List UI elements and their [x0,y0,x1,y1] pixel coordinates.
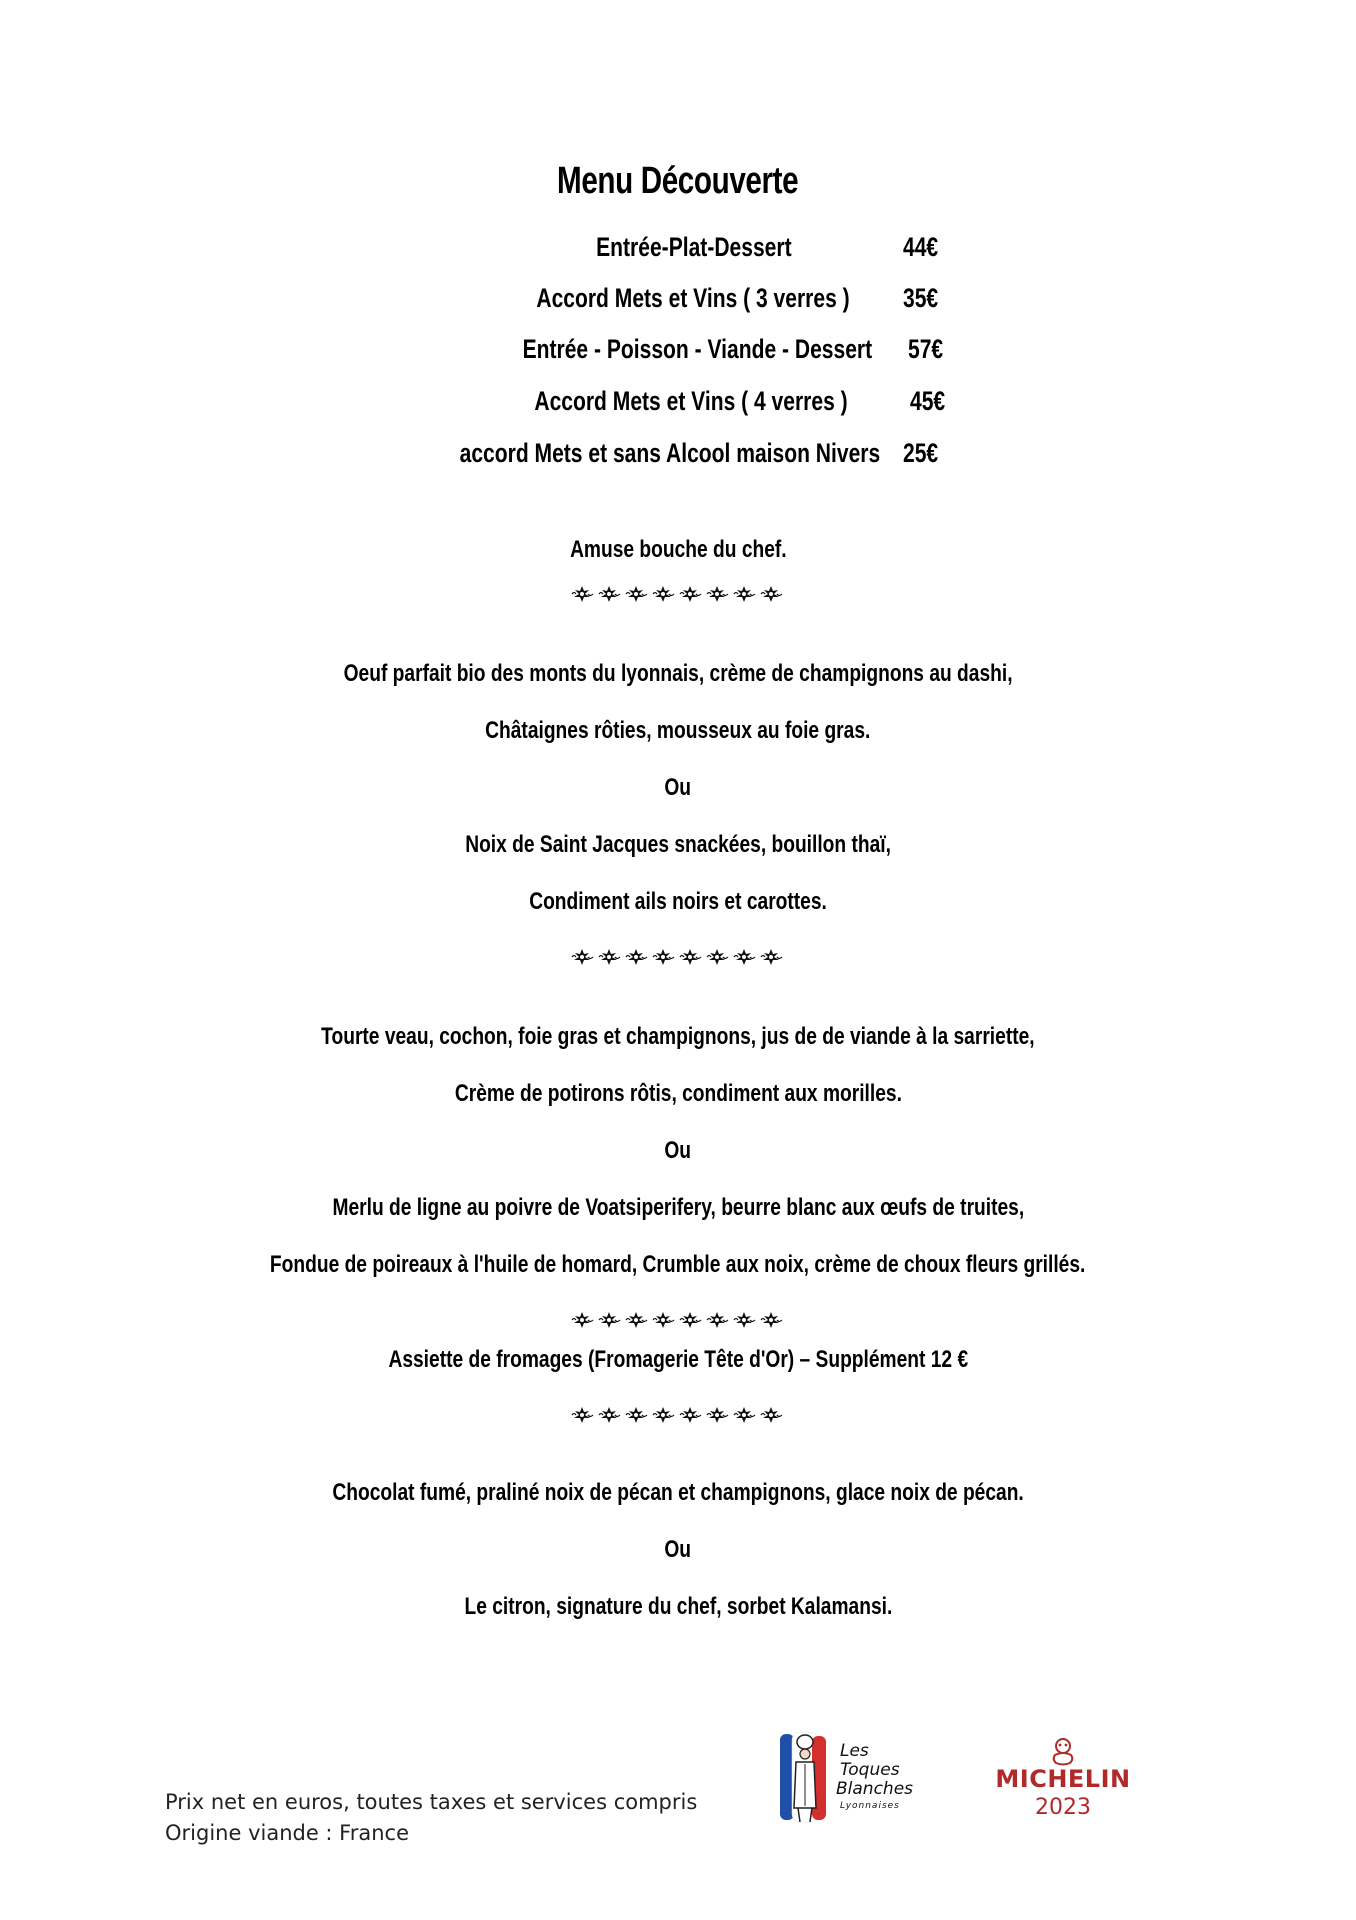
menu-or: Ou [664,1536,692,1563]
menu-line: Châtaignes rôties, mousseux au foie gras. [485,717,871,744]
amuse-bouche: Amuse bouche du chef. [569,536,787,563]
ornament-motif-icon [626,949,647,965]
price-row [0,438,880,474]
menu-line: Chocolat fumé, praliné noix de pécan et champignons, glace noix de pécan. [332,1479,1024,1506]
ornament-motif-icon [680,1312,701,1328]
price-label: Accord Mets et Vins ( 3 verres ) [536,283,850,313]
menu-line: Fondue de poireaux à l'huile de homard, Crumble aux noix, crème de choux fleurs grillés. [270,1251,1086,1278]
footer-origin-note: Origine viande : France [165,1821,410,1845]
price-label: Entrée-Plat-Dessert [596,232,792,262]
price-value: 45€ [910,386,946,416]
ornament-motif-icon [599,1312,620,1328]
ornament-motif-icon [653,1312,674,1328]
toques-blanches-logo [778,1728,948,1828]
ornament-motif-icon [626,586,647,602]
ornament-motif-icon [707,1407,728,1423]
price-label: Entrée - Poisson - Viande - Dessert [522,334,872,364]
michelin-year: 2023 [1035,1795,1091,1820]
menu-line: Oeuf parfait bio des monts du lyonnais, crème de champignons au dashi, [343,660,1013,687]
ornament-motif-icon [599,1407,620,1423]
ornament-divider [0,946,1356,968]
ornament-motif-icon [572,1312,593,1328]
ornament-motif-icon [572,949,593,965]
ornament-motif-icon [734,586,755,602]
ornament-motif-icon [734,1312,755,1328]
michelin-brand: MICHELIN [995,1765,1131,1793]
ornament-motif-icon [680,586,701,602]
price-value: 35€ [903,283,939,313]
price-row [0,283,850,319]
ornament-motif-icon [653,949,674,965]
ornament-motif-icon [707,949,728,965]
ornament-motif-icon [761,586,782,602]
ornament-motif-icon [653,586,674,602]
ornament-motif-icon [599,949,620,965]
ornament-motif-icon [707,1312,728,1328]
ornament-divider [0,1404,1356,1426]
ornament-motif-icon [653,1407,674,1423]
price-label: accord Mets et sans Alcool maison Nivers [459,438,880,468]
svg-text:Les: Les [840,1741,869,1761]
ornament-motif-icon [626,1312,647,1328]
ornament-motif-icon [572,586,593,602]
ornament-motif-icon [761,949,782,965]
ornament-motif-icon [761,1407,782,1423]
ornament-motif-icon [707,586,728,602]
cheese-supplement: Assiette de fromages (Fromagerie Tête d'Or) – Supplément 12 € [388,1346,968,1373]
price-value: 57€ [908,334,944,364]
ornament-divider [0,583,1356,605]
ornament-motif-icon [734,1407,755,1423]
svg-text:Lyonnaises: Lyonnaises [840,1801,900,1811]
price-row [0,334,872,370]
menu-or: Ou [664,1137,692,1164]
ornament-motif-icon [599,586,620,602]
price-value: 44€ [903,232,939,262]
menu-line: Crème de potirons rôtis, condiment aux morilles. [454,1080,902,1107]
ornament-motif-icon [680,949,701,965]
ornament-motif-icon [761,1312,782,1328]
price-value: 25€ [903,438,939,468]
menu-line: Tourte veau, cochon, foie gras et champignons, jus de de viande à la sarriette, [321,1023,1035,1050]
menu-line: Condiment ails noirs et carottes. [529,888,827,915]
menu-title: Menu Découverte [557,160,799,202]
svg-text:Toques: Toques [840,1760,900,1780]
price-row [0,386,848,422]
michelin-bibendum-icon [1048,1737,1078,1767]
menu-line: Merlu de ligne au poivre de Voatsiperifery, beurre blanc aux œufs de truites, [332,1194,1024,1221]
ornament-divider [0,1309,1356,1331]
ornament-motif-icon [626,1407,647,1423]
ornament-motif-icon [572,1407,593,1423]
ornament-motif-icon [680,1407,701,1423]
footer-price-note: Prix net en euros, toutes taxes et services compris [165,1790,698,1814]
menu-line: Noix de Saint Jacques snackées, bouillon thaï, [465,831,891,858]
ornament-motif-icon [734,949,755,965]
price-label: Accord Mets et Vins ( 4 verres ) [534,386,848,416]
menu-or: Ou [664,774,692,801]
menu-line: Le citron, signature du chef, sorbet Kalamansi. [464,1593,892,1620]
michelin-badge [988,1735,1138,1825]
svg-text:Blanches: Blanches [836,1779,914,1799]
price-row [0,232,792,268]
